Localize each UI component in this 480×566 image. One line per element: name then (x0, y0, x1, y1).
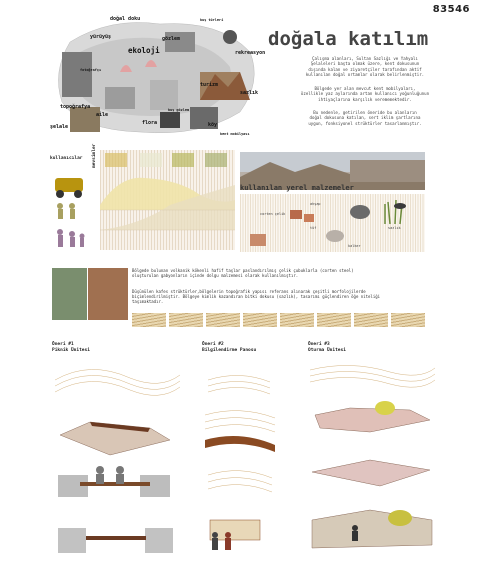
texture-swatch (354, 313, 388, 327)
proposal-num: Öneri #3 (308, 342, 330, 347)
waterfall-photo (52, 268, 87, 320)
intro-line: özellikle yaz aylarında artan kullanıcı yoğunluğunun (300, 91, 430, 97)
intro-line: uygun, fonksiyonel strüktürler tasarlanmıştır. (308, 120, 422, 126)
collage-label: turizm (200, 82, 219, 88)
collage-label: kent mobilyası (220, 132, 250, 136)
collage-label: gözlem (162, 36, 181, 42)
users-graphic (50, 170, 95, 255)
material-label: ahşap (310, 202, 321, 206)
materials-panel (240, 194, 425, 252)
proposal-num: Öneri #1 (52, 342, 74, 347)
collage-label: doğal doku (110, 16, 141, 22)
collage-label: kuş türleri (200, 18, 224, 22)
proposal-1-header (52, 342, 90, 353)
texture-swatch (317, 313, 351, 327)
collage-label: köy (208, 122, 218, 128)
seasons-label: mevsimler (92, 143, 97, 168)
materials-title: kullanılan yerel malzemeler (240, 184, 354, 192)
materials-graphic (240, 194, 425, 252)
collage-label: kuş gözlem (168, 108, 190, 112)
form-description (132, 289, 437, 304)
collage-label: yürüyüş (90, 34, 112, 40)
proposal-num: Öneri #2 (202, 342, 224, 347)
collage-graphic (50, 12, 265, 140)
texture-strip (132, 313, 432, 327)
sheet-id: 83546 (432, 4, 470, 15)
texture-swatch (206, 313, 240, 327)
intro-line: kullanılan doğal ortamlar olarak belirlenmiştir. (305, 72, 425, 78)
intro-paragraph-2 (280, 86, 450, 102)
collage-label: topoğrafya (60, 104, 91, 110)
rocks-photo (88, 268, 128, 320)
collage-label: sazlık (240, 90, 259, 96)
usage-curves (100, 150, 235, 250)
users-label: kullanıcılar (50, 156, 83, 161)
texture-swatch (243, 313, 277, 327)
usage-season-chart (100, 150, 235, 250)
text-line: biçimlendirilmiştir. Bölgeye kimlik kazandıran bitki dokusu (sazlık), tasarımı güçlendiren öğe niteliği (132, 294, 381, 299)
collage-label: ekoloji (128, 46, 160, 55)
intro-line: Bu nedenle, getirilen öneride bu alanların (313, 110, 417, 115)
site-collage (50, 12, 265, 140)
proposal-graphics (50, 360, 440, 560)
proposal-name: Oturma Ünitesi (308, 347, 346, 353)
intro-paragraph-3 (280, 110, 450, 126)
text-line: Bölgede bulunan volkanik kökenli hafif taşlar paslandırılmış çelik çubuklarla (corten steel) (132, 268, 354, 273)
gabion-description (132, 268, 432, 278)
intro-paragraph-1 (280, 56, 450, 78)
user-icons (50, 170, 95, 255)
intro-line: dışında kalan ve ziyaretçiler tarafından aktif (308, 66, 422, 72)
proposal-3-header (308, 342, 346, 353)
material-label: corten çelik (260, 212, 286, 216)
collage-label: şelale (50, 124, 69, 130)
intro-line: Çalışma alanları, Sultan Sazlığı ve Yahyalı (312, 56, 418, 61)
proposal-name: Bilgilendirme Panosu (202, 347, 257, 353)
intro-line: ihtiyaçlarına karşılık verememektedir. (318, 96, 412, 102)
poster-title: doğala katılım (268, 28, 429, 50)
collage-label: aile (96, 112, 109, 118)
intro-line: Şelaleleri başta olmak üzere, kent dokusunun (310, 61, 420, 67)
collage-label: rekreasyon (235, 50, 266, 56)
proposal-2-header (202, 342, 256, 353)
text-line: oluşturulan gabyonların içinde dolgu malzemesi olarak kullanılmıştır. (132, 273, 299, 278)
proposal-name: Piknik Ünitesi (52, 347, 90, 353)
collage-label: flora (142, 120, 158, 126)
material-label: kalker (348, 244, 361, 248)
texture-swatch (280, 313, 314, 327)
material-label: tüf (310, 226, 317, 230)
proposal-drawings (50, 360, 440, 560)
texture-swatch (391, 313, 425, 327)
intro-line: Bölgede yer alan mevcut kent mobilyaları, (314, 86, 416, 91)
intro-line: doğal dokusuna katılan, sert iklim şartlarına (309, 115, 421, 121)
collage-label: fotoğrafçı (80, 68, 102, 72)
texture-swatch (169, 313, 203, 327)
material-label: sazlık (388, 226, 401, 230)
texture-swatch (132, 313, 166, 327)
text-line: taşımaktadır. (132, 299, 164, 304)
text-line: Düşünülen kafes strüktürler,bölgelerin topoğrafik yapısı referans alınarak çeşitli morfolojilerde (132, 289, 366, 294)
